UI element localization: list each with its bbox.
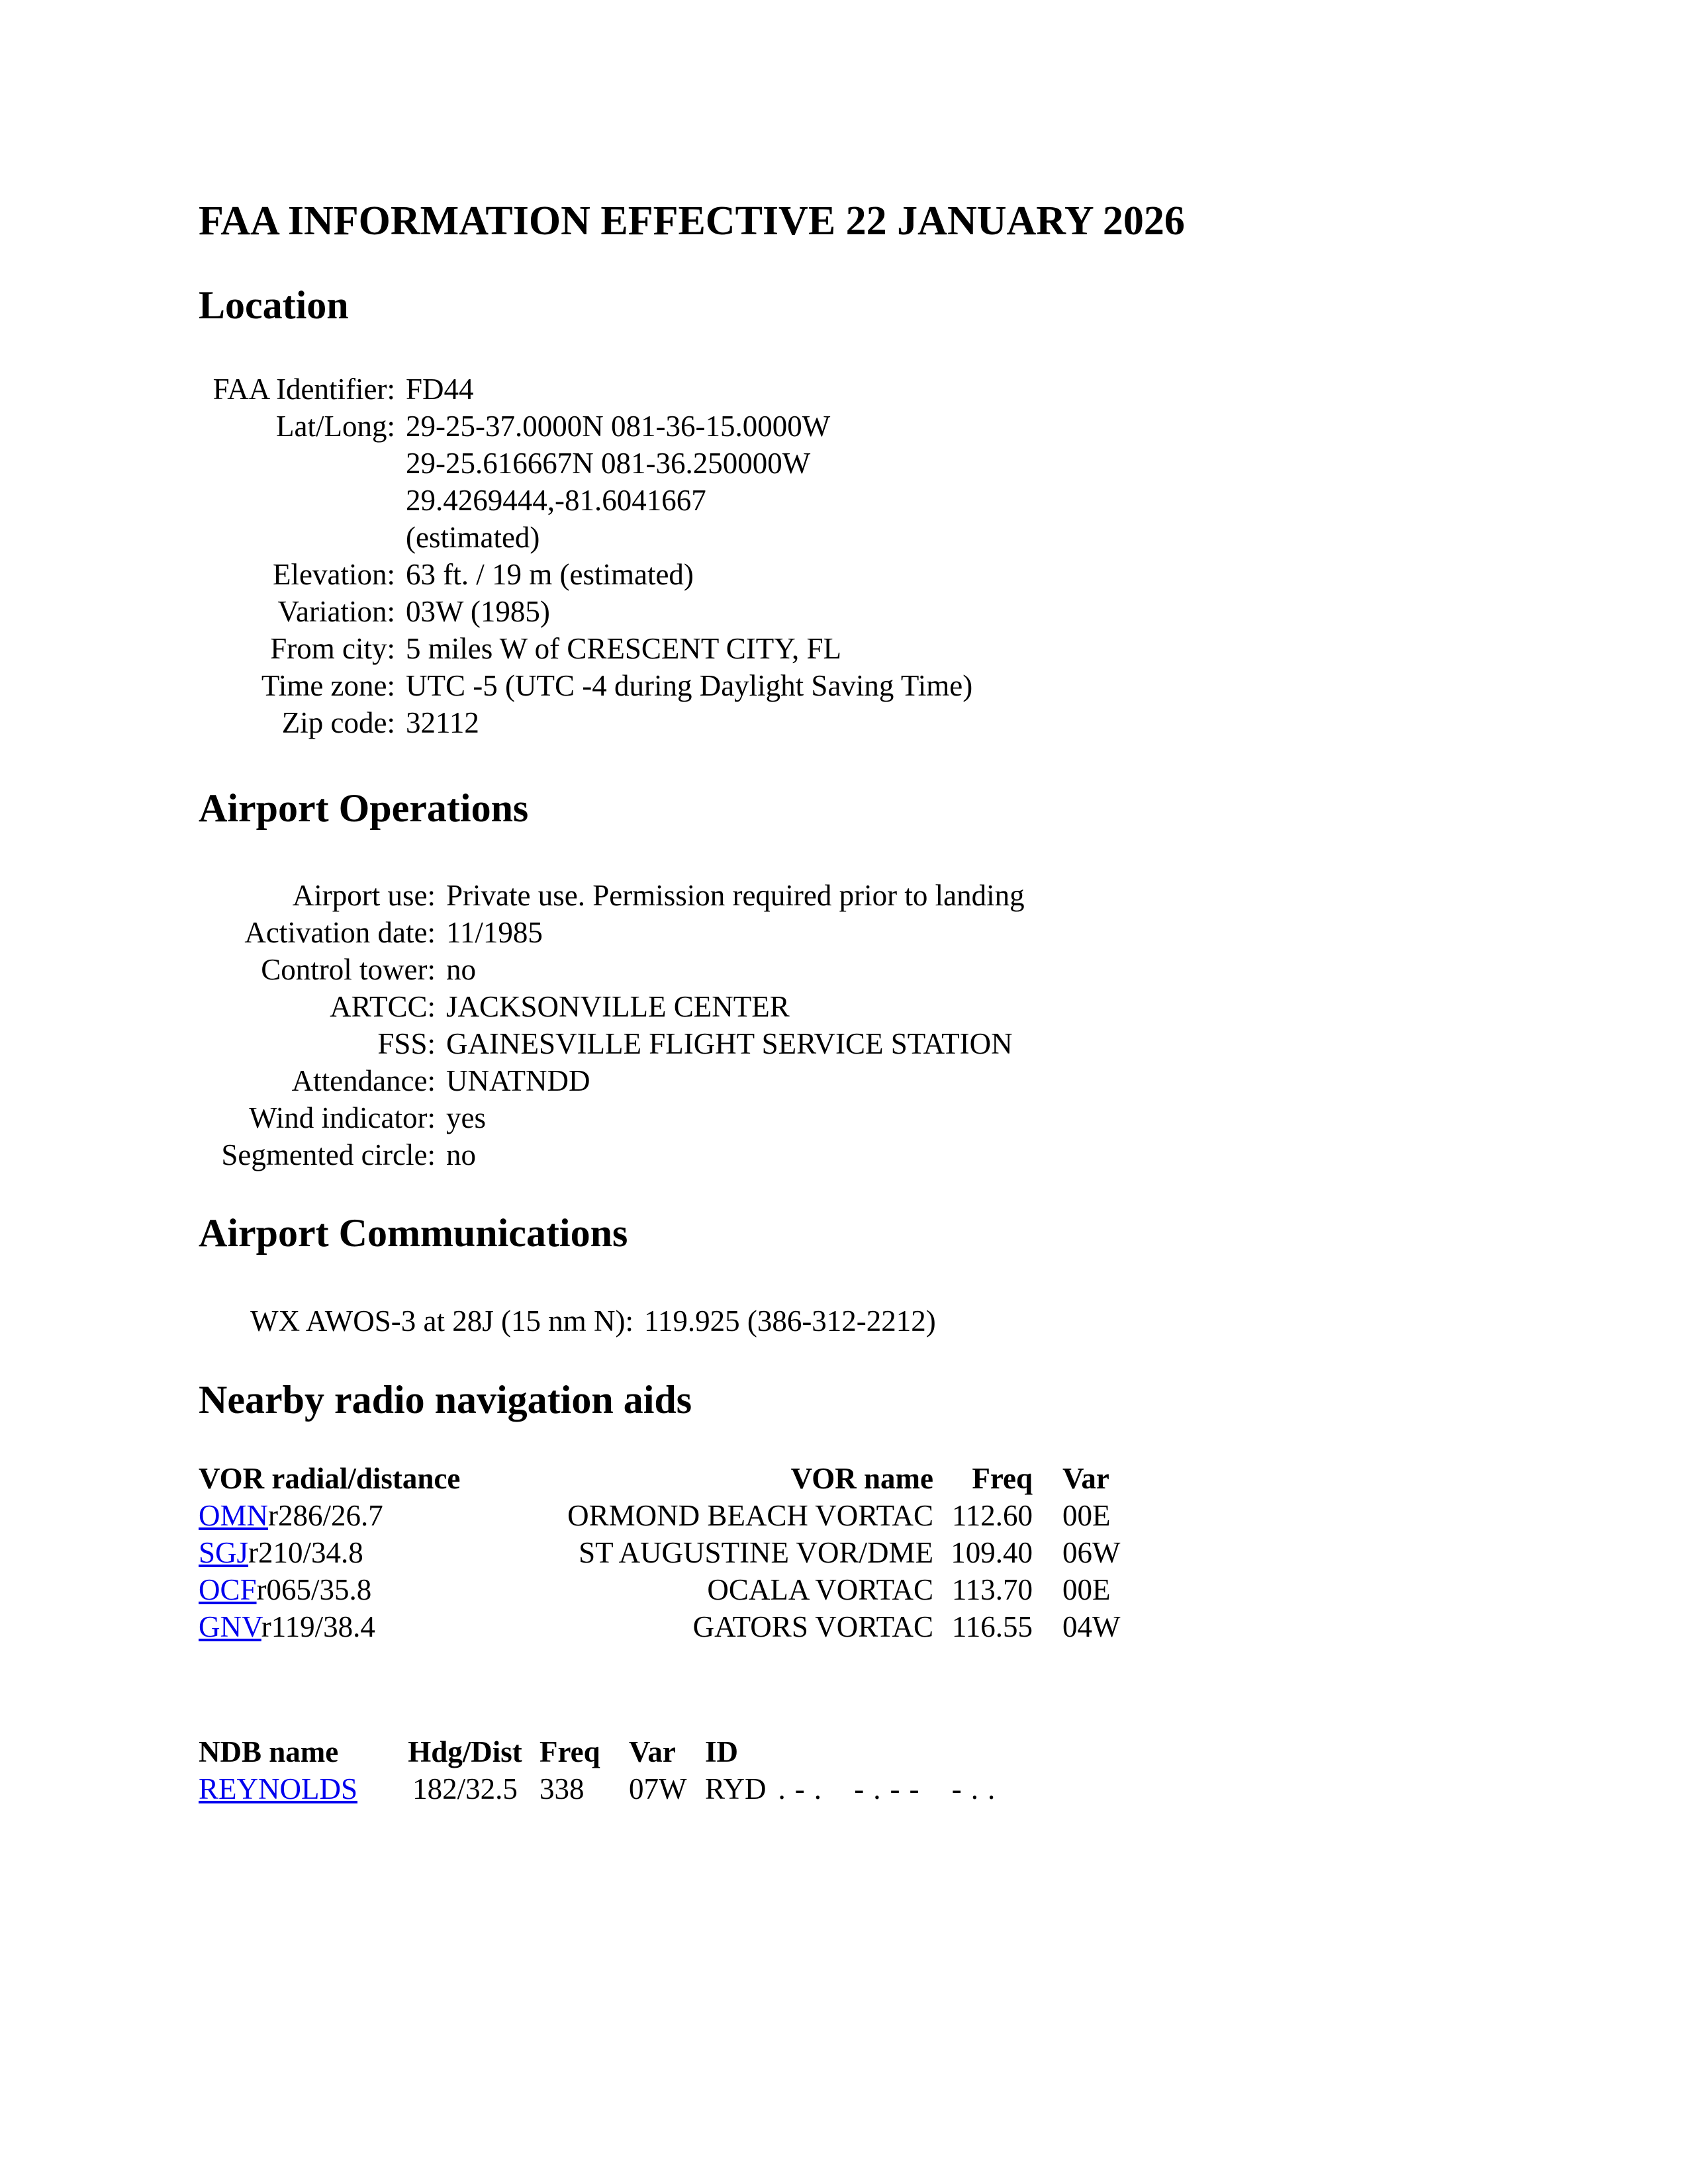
vor-name: ST AUGUSTINE VOR/DME [579, 1536, 933, 1569]
row-value: Private use. Permission required prior to landing [446, 879, 1025, 912]
vor-row-ocf [199, 1571, 1120, 1608]
vor-ident-link-gnv[interactable]: GNV [199, 1610, 261, 1643]
row-value: 119.925 (386-312-2212) [644, 1304, 936, 1338]
operations-row-fss [199, 1025, 1025, 1062]
operations-table [199, 877, 1025, 1173]
row-value: UTC -5 (UTC -4 during Daylight Saving Time) [406, 669, 973, 702]
ndb-header-var: Var [629, 1735, 676, 1768]
vor-radial-distance: r065/35.8 [256, 1573, 372, 1606]
location-row-zip-code [199, 704, 972, 741]
section-heading-navaids: Nearby radio navigation aids [199, 1378, 692, 1422]
row-value: 11/1985 [446, 916, 543, 949]
row-label: FSS: [377, 1027, 436, 1060]
row-value: yes [446, 1101, 486, 1134]
ndb-hdg-dist: 182/32.5 [412, 1772, 518, 1805]
vor-row-omn [199, 1497, 1120, 1534]
communications-row-wx-awos [199, 1302, 936, 1340]
row-value: 5 miles W of CRESCENT CITY, FL [406, 632, 841, 665]
vor-freq: 112.60 [951, 1499, 1033, 1532]
row-value: 32112 [406, 706, 479, 739]
operations-row-segmented-circle [199, 1136, 1025, 1173]
row-label: Wind indicator: [249, 1101, 436, 1134]
ndb-header-hdg-dist: Hdg/Dist [408, 1735, 522, 1768]
operations-row-artcc [199, 988, 1025, 1025]
row-label: Activation date: [244, 916, 436, 949]
row-value: JACKSONVILLE CENTER [446, 990, 790, 1023]
ndb-name-link-reynolds[interactable]: REYNOLDS [199, 1772, 358, 1805]
ndb-header-row [199, 1733, 1004, 1770]
vor-table [199, 1460, 1120, 1645]
row-label: Time zone: [261, 669, 395, 702]
ndb-table [199, 1733, 1004, 1807]
vor-radial-distance: r210/34.8 [248, 1536, 363, 1569]
vor-var: 00E [1062, 1499, 1111, 1532]
row-label: Attendance: [291, 1064, 436, 1097]
location-row-variation [199, 593, 972, 630]
ndb-morse-code: .-. -.-- -.. [778, 1772, 1005, 1805]
location-row-lat-long [199, 408, 972, 556]
vor-header-name: VOR name [790, 1462, 933, 1495]
vor-radial-cell [199, 1571, 503, 1608]
vor-var: 06W [1062, 1536, 1121, 1569]
vor-ident-link-omn[interactable]: OMN [199, 1499, 269, 1532]
row-label: FAA Identifier: [212, 373, 395, 406]
row-value [395, 408, 972, 556]
ndb-header-name: NDB name [199, 1735, 339, 1768]
vor-header-radial-distance: VOR radial/distance [199, 1462, 461, 1495]
vor-header-row [199, 1460, 1120, 1497]
operations-row-wind-indicator [199, 1099, 1025, 1136]
ndb-freq: 338 [539, 1772, 585, 1805]
row-label: Control tower: [261, 953, 436, 986]
vor-row-gnv [199, 1608, 1120, 1645]
location-row-elevation [199, 556, 972, 593]
lat-long-dm: 29-25.616667N 081-36.250000W [406, 447, 811, 480]
row-value: UNATNDD [446, 1064, 590, 1097]
vor-var: 04W [1062, 1610, 1121, 1643]
lat-long-dms: 29-25-37.0000N 081-36-15.0000W [406, 410, 831, 443]
operations-row-control-tower [199, 951, 1025, 988]
ndb-var: 07W [629, 1772, 687, 1805]
vor-radial-distance: r286/26.7 [268, 1499, 383, 1532]
vor-ident-link-ocf[interactable]: OCF [199, 1573, 257, 1606]
lat-long-decimal: 29.4269444,-81.6041667 [406, 484, 706, 517]
vor-radial-distance: r119/38.4 [261, 1610, 375, 1643]
vor-name: OCALA VORTAC [707, 1573, 933, 1606]
ndb-id: RYD [705, 1772, 767, 1805]
row-value: FD44 [406, 373, 474, 406]
row-label: From city: [270, 632, 395, 665]
vor-name: GATORS VORTAC [692, 1610, 933, 1643]
location-row-time-zone [199, 667, 972, 704]
vor-var: 00E [1062, 1573, 1111, 1606]
vor-name: ORMOND BEACH VORTAC [567, 1499, 933, 1532]
vor-header-var: Var [1062, 1462, 1109, 1495]
page-title: FAA INFORMATION EFFECTIVE 22 JANUARY 2026 [199, 199, 1185, 244]
row-value: no [446, 953, 476, 986]
ndb-id-cell [705, 1770, 1004, 1807]
location-row-from-city [199, 630, 972, 667]
location-table [199, 371, 972, 741]
ndb-header-id: ID [705, 1735, 739, 1768]
vor-radial-cell [199, 1497, 503, 1534]
location-row-faa-identifier [199, 371, 972, 408]
row-value: 03W (1985) [406, 595, 550, 628]
row-label: Variation: [277, 595, 395, 628]
communications-table [199, 1302, 936, 1340]
vor-radial-cell [199, 1534, 503, 1571]
row-value: no [446, 1138, 476, 1171]
row-label: Zip code: [281, 706, 395, 739]
row-label: ARTCC: [330, 990, 436, 1023]
row-label: WX AWOS-3 at 28J (15 nm N): [250, 1304, 633, 1338]
vor-header-freq: Freq [972, 1462, 1033, 1495]
row-label: Lat/Long: [276, 410, 395, 443]
ndb-row-reynolds [199, 1770, 1004, 1807]
section-heading-communications: Airport Communications [199, 1211, 628, 1255]
vor-radial-cell [199, 1608, 503, 1645]
ndb-header-freq: Freq [539, 1735, 600, 1768]
vor-row-sgj [199, 1534, 1120, 1571]
operations-row-activation-date [199, 914, 1025, 951]
vor-freq: 109.40 [951, 1536, 1033, 1569]
vor-freq: 116.55 [951, 1610, 1033, 1643]
lat-long-estimated: (estimated) [406, 521, 540, 554]
ndb-name-cell [199, 1770, 391, 1807]
section-heading-operations: Airport Operations [199, 786, 529, 830]
row-label: Segmented circle: [221, 1138, 436, 1171]
row-label: Airport use: [292, 879, 436, 912]
section-heading-location: Location [199, 283, 349, 327]
operations-row-airport-use [199, 877, 1025, 914]
row-label: Elevation: [273, 558, 395, 591]
vor-ident-link-sgj[interactable]: SGJ [199, 1536, 249, 1569]
operations-row-attendance [199, 1062, 1025, 1099]
row-value: 63 ft. / 19 m (estimated) [406, 558, 694, 591]
row-value: GAINESVILLE FLIGHT SERVICE STATION [446, 1027, 1013, 1060]
vor-freq: 113.70 [951, 1573, 1033, 1606]
